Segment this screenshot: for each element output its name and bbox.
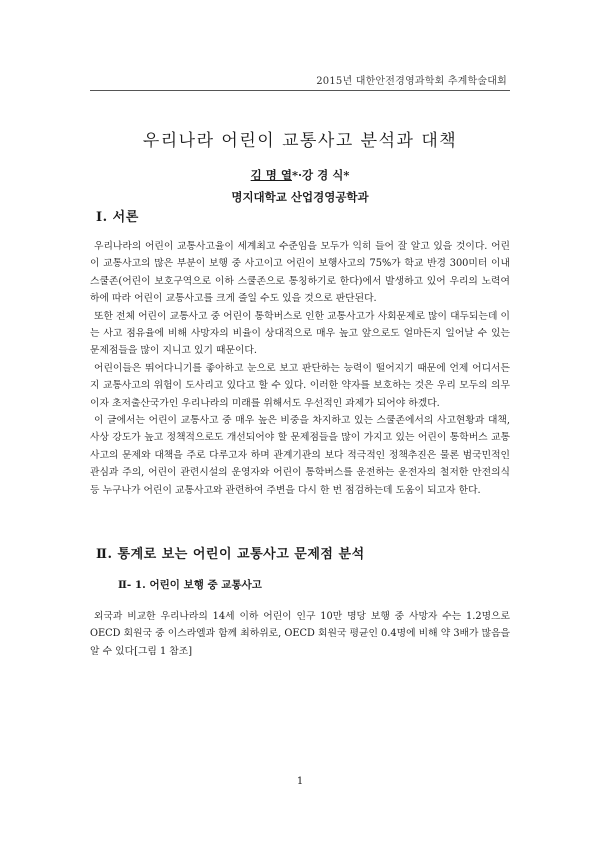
section-heading-intro: Ⅰ. 서론	[96, 210, 139, 225]
affiliation: 명지대학교 산업경영공학과	[231, 190, 369, 204]
paragraph: 우리나라의 어린이 교통사고율이 세계최고 수준임을 모두가 익히 들어 잘 알고 있을 것이다. 어린이 교통사고의 많은 부분이 보행 중 사고이고 어린이 보행사고의 75%가 학교 반경 300미터 이내 스쿨존(어린이 보호구역으로 이하 스쿨존으로 통칭하기로 한다)에서 발생하고 있어 우리의 노력여하에 따라 어린이 교통사고를 크게 줄일 수도 있을 것으로 판단된다.	[90, 241, 510, 305]
paper-title: 우리나라 어린이 교통사고 분석과 대책	[142, 131, 458, 151]
statistics-body	[90, 608, 510, 660]
intro-body	[90, 238, 510, 499]
section-heading-statistics: Ⅱ. 통계로 보는 어린이 교통사고 문제점 분석	[96, 547, 365, 562]
paragraph: 어린이들은 뛰어다니기를 좋아하고 눈으로 보고 판단하는 능력이 떨어지기 때문에 언제 어디서든지 교통사고의 위험이 도사리고 있다고 할 수 있다. 이러한 약자를 보호하는 것은 우리 모두의 의무이자 초저출산국가인 우리나라의 미래를 위해서도 우선적인 과제가 되어야 하겠다.	[90, 362, 510, 409]
co-author: *·강 경 식*	[291, 168, 350, 182]
paragraph: 또한 전체 어린이 교통사고 중 어린이 통학버스로 인한 교통사고가 사회문제로 많이 대두되는데 이는 사고 점유율에 비해 사망자의 비율이 상대적으로 매우 높고 앞으로도 얼마든지 일어날 수 있는 문제점들을 많이 지니고 있기 때문이다.	[90, 310, 510, 357]
first-author: 김 명 열	[250, 168, 292, 182]
running-header: 2015년 대한안전경영과학회 추계학술대회	[316, 76, 507, 87]
header-rule	[90, 90, 510, 91]
page-number: 1	[296, 776, 304, 787]
paragraph: 이 글에서는 어린이 교통사고 중 매우 높은 비중을 차지하고 있는 스쿨존에서의 사고현황과 대책, 사상 강도가 높고 정책적으로도 개선되어야 할 문제점들을 많이 가지고 있는 어린이 통학버스 교통사고의 문제와 대책을 주로 다루고자 하며 관계기관의 보다 적극적인 정책추진은 물론 범국민적인 관심과 주의, 어린이 관련시설의 운영자와 어린이 통학버스를 운전하는 운전자의 철저한 안전의식 등 누구나가 어린이 교통사고와 관련하여 주변을 다시 한 번 점검하는데 도움이 되고자 한다.	[90, 415, 510, 496]
subsection-heading: Ⅱ- 1. 어린이 보행 중 교통사고	[118, 579, 262, 591]
paragraph: 외국과 비교한 우리나라의 14세 이하 어린이 인구 10만 명당 보행 중 사망자 수는 1.2명으로 OECD 회원국 중 이스라엘과 함께 최하위로, OECD 회원국 평균인 0.4명에 비해 약 3배가 많음을 알 수 있다[그림 1 참조]	[90, 611, 510, 657]
author-line	[0, 167, 600, 183]
